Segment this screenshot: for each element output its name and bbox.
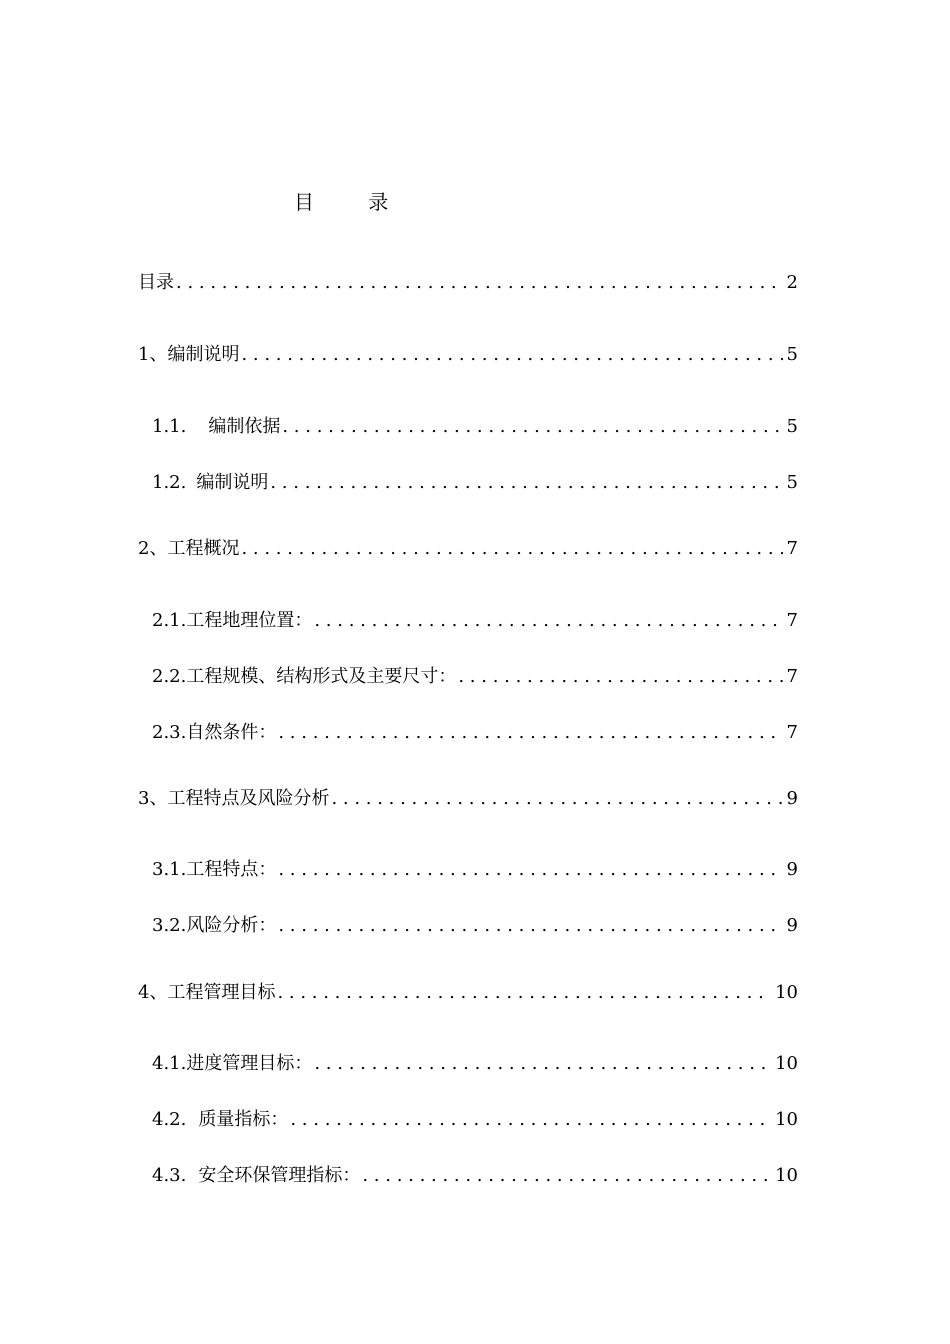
toc-entry-number: 4、 — [138, 982, 168, 1003]
toc-leader-dots — [241, 537, 782, 561]
toc-entry-section-4[interactable] — [138, 981, 798, 1005]
toc-leader-dots — [331, 787, 782, 811]
toc-entry-number: 4.3. — [152, 1165, 187, 1186]
toc-entry-section-4-1[interactable] — [152, 1052, 798, 1076]
toc-leader-dots — [270, 471, 782, 495]
toc-leader-dots — [241, 343, 782, 367]
toc-entry-section-1-1[interactable] — [152, 415, 798, 439]
toc-entry-label: 编制说明 — [167, 344, 240, 365]
toc-leader-dots — [278, 914, 782, 938]
toc-entry-number: 2.3. — [152, 722, 187, 743]
toc-leader-dots — [277, 981, 771, 1005]
toc-entry-label: 工程地理位置： — [186, 610, 313, 631]
toc-entry-number: 3、 — [138, 788, 168, 809]
toc-entry-page: 10 — [775, 982, 798, 1003]
toc-entry-page: 7 — [786, 538, 798, 559]
toc-entry-number: 2、 — [138, 538, 168, 559]
toc-title: 目 录 — [294, 190, 413, 214]
toc-entry-page: 10 — [775, 1053, 798, 1074]
toc-entry-section-3[interactable] — [138, 787, 798, 811]
toc-entry-number: 4.1. — [152, 1053, 187, 1074]
toc-entry-label: 工程规模、结构形式及主要尺寸： — [186, 666, 457, 687]
toc-leader-dots — [458, 665, 782, 689]
toc-entry-page: 9 — [786, 915, 798, 936]
toc-entry-label: 录 — [156, 272, 174, 293]
toc-leader-dots — [362, 1164, 771, 1188]
toc-entry-page: 10 — [775, 1109, 798, 1130]
toc-entry-section-2[interactable] — [138, 537, 798, 561]
toc-leader-dots — [282, 415, 782, 439]
toc-entry-label: 工程特点及风险分析 — [167, 788, 330, 809]
toc-entry-page: 7 — [786, 722, 798, 743]
toc-entry-section-2-1[interactable] — [152, 609, 798, 633]
toc-entry-section-1-2[interactable] — [152, 471, 798, 495]
toc-entry-page: 5 — [786, 416, 798, 437]
toc-entry-label: 安全环保管理指标： — [198, 1165, 361, 1186]
toc-leader-dots — [314, 609, 782, 633]
toc-leader-dots — [278, 858, 782, 882]
toc-leader-dots — [278, 721, 782, 745]
toc-entry-label: 编制依据 — [208, 416, 281, 437]
toc-entry-number: 2.1. — [152, 610, 187, 631]
toc-entry-section-2-2[interactable] — [152, 665, 798, 689]
toc-entry-number: 1.2. — [152, 472, 187, 493]
toc-entry-page: 9 — [786, 788, 798, 809]
toc-entry-label: 风险分析： — [186, 915, 277, 936]
toc-entry-number: 3.1. — [152, 859, 187, 880]
toc-entry-label: 质量指标： — [198, 1109, 289, 1130]
toc-entry-number: 3.2. — [152, 915, 187, 936]
toc-entry-label: 进度管理目标： — [186, 1053, 313, 1074]
toc-entry-number: 1、 — [138, 344, 168, 365]
toc-entry-page: 5 — [786, 472, 798, 493]
toc-entry-page: 7 — [786, 666, 798, 687]
toc-leader-dots — [314, 1052, 771, 1076]
toc-entry-label: 编制说明 — [196, 472, 269, 493]
toc-entry-section-4-3[interactable] — [152, 1164, 798, 1188]
toc-entry-page: 7 — [786, 610, 798, 631]
toc-entry-section-2-3[interactable] — [152, 721, 798, 745]
toc-entry-number: 1.1. — [152, 416, 187, 437]
toc-entry-section-3-1[interactable] — [152, 858, 798, 882]
toc-entry-section-3-2[interactable] — [152, 914, 798, 938]
toc-entry-number: 4.2. — [152, 1109, 187, 1130]
toc-entry-number: 目 — [138, 272, 156, 293]
toc-entry-section-4-2[interactable] — [152, 1108, 798, 1132]
toc-entry-label: 工程特点： — [186, 859, 277, 880]
toc-entry-section-1[interactable] — [138, 343, 798, 367]
toc-entry-page: 9 — [786, 859, 798, 880]
toc-entry-label: 工程管理目标 — [167, 982, 276, 1003]
toc-entry-number: 2.2. — [152, 666, 187, 687]
toc-entry-page: 2 — [786, 272, 798, 293]
toc-entry-page: 5 — [786, 344, 798, 365]
toc-entry-page: 10 — [775, 1165, 798, 1186]
toc-entry-contents[interactable] — [138, 271, 798, 295]
toc-leader-dots — [290, 1108, 771, 1132]
toc-entry-label: 自然条件： — [186, 722, 277, 743]
toc-entry-label: 工程概况 — [167, 538, 240, 559]
toc-leader-dots — [176, 271, 783, 295]
